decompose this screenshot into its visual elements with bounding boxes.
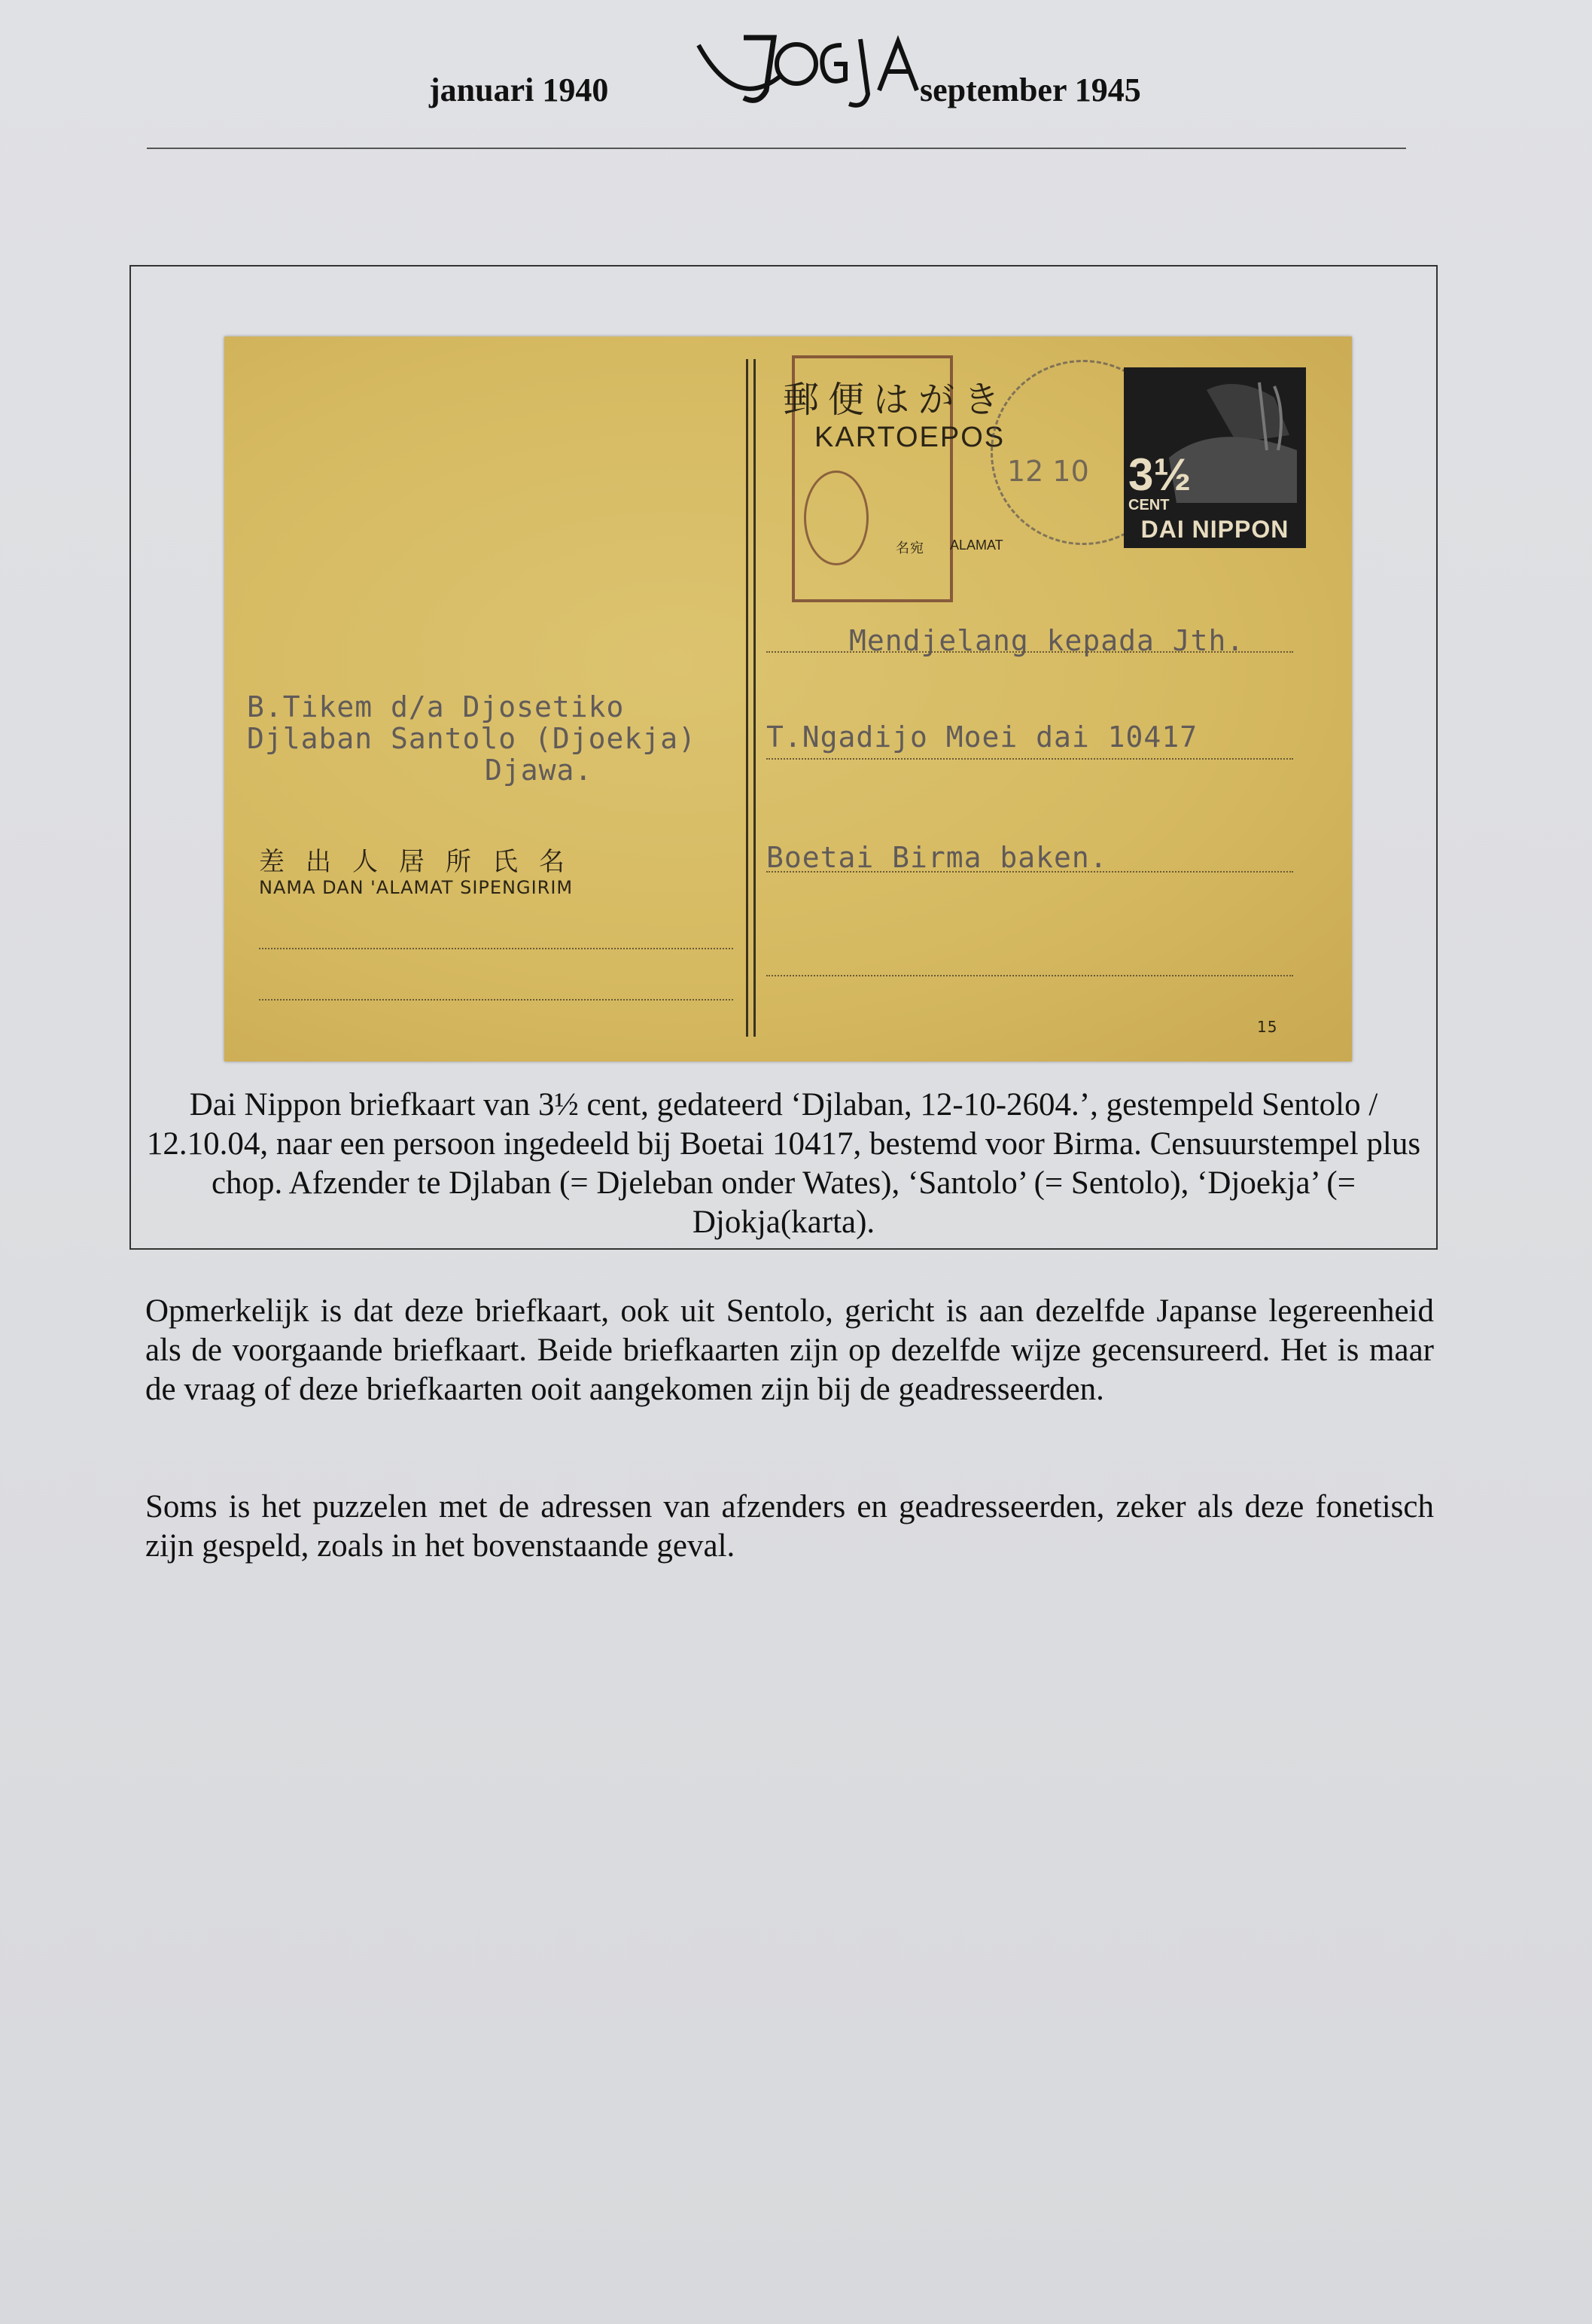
card-caption: Dai Nippon briefkaart van 3½ cent, gedateerd ‘Djlaban, 12-10-2604.’, gestempeld Sentolo / 12.10.04, naar een persoon ingedeeld bij Boetai 10417, bestemd voor Birma. Censuurstempel plus chop. Afzender te Djlaban (= Djeleban onder Wates), ‘Santolo’ (= Sentolo), ‘Djoekja’ (= Djokja(karta). [146, 1087, 1421, 1240]
address-line-3: Boetai Birma baken. [766, 841, 1108, 874]
sender-dotted-line [259, 999, 733, 1001]
postmark-date: 12 10 [1007, 455, 1089, 488]
paragraph-1: Opmerkelijk is dat deze briefkaart, ook uit Sentolo, gericht is aan dezelfde Japanse legereenheid als de voorgaande briefkaart. Beide briefkaarten zijn op dezelfde wijze gecensureerd. Het is maar de vraag of deze briefkaarten ooit aangekomen zijn bij de geadresseerden. [145, 1293, 1434, 1407]
stamp-label: DAI NIPPON [1140, 516, 1289, 543]
sender-line-3: Djawa. [485, 754, 593, 787]
sender-label: NAMA DAN 'ALAMAT SIPENGIRIM [259, 877, 574, 898]
address-line-2: T.Ngadijo Moei dai 10417 [766, 720, 1198, 754]
address-dotted-line [766, 758, 1293, 760]
sender-dotted-line [259, 948, 733, 949]
sender-line-1: B.Tikem d/a Djosetiko [247, 690, 625, 723]
stamp-value: 3½ [1128, 449, 1192, 500]
card-divider-line [753, 359, 756, 1037]
alamat-kanji: 名宛 [896, 541, 924, 556]
address-dotted-line [766, 975, 1293, 976]
card-divider-line [746, 359, 748, 1037]
sender-line-2: Djlaban Santolo (Djoekja) [247, 722, 696, 755]
address-dotted-line [766, 651, 1293, 653]
header-end-date: september 1945 [920, 72, 1141, 108]
censor-chop [804, 471, 869, 565]
postage-stamp [1124, 367, 1306, 548]
sender-kanji-label: 差出人居所氏名 [259, 847, 586, 877]
card-title: KARTOEPOS [814, 422, 1006, 453]
header-divider [147, 148, 1406, 149]
alamat-label: ALAMAT [950, 538, 1003, 553]
address-line-1: Mendjelang kepada Jth. [849, 624, 1245, 657]
jogja-logo [691, 23, 932, 113]
corner-mark: 15 [1257, 1018, 1278, 1036]
card-kanji-title: 郵便はがき [783, 379, 1009, 421]
header-start-date: januari 1940 [429, 72, 609, 108]
address-dotted-line [766, 871, 1293, 873]
stamp-cent: CENT [1128, 497, 1170, 513]
paragraph-2: Soms is het puzzelen met de adressen van afzenders en geadresseerden, zeker als deze fonetisch zijn gespeld, zoals in het bovenstaande geval. [145, 1489, 1434, 1564]
